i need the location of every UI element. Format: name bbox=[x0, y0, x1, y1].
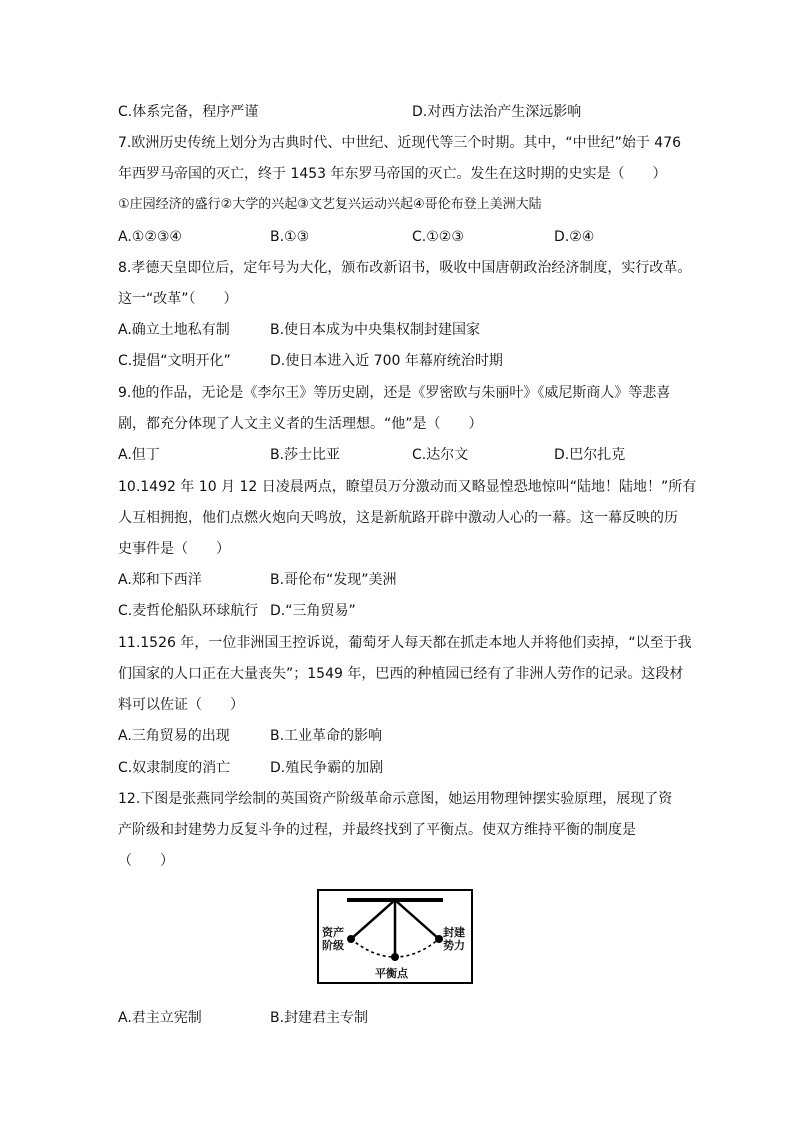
diagram-label-left-2: 阶级 bbox=[322, 939, 344, 952]
diagram-label-left-1: 资产 bbox=[322, 926, 344, 939]
q9-option-c: C.达尔文 bbox=[412, 447, 469, 463]
q10-option-d: D.“三角贸易” bbox=[270, 603, 356, 619]
q8-stem-line-2: 这一“改革”（ ） bbox=[118, 291, 238, 307]
q8-option-a: A.确立土地私有制 bbox=[118, 322, 230, 338]
q10-stem-line-1: 10.1492 年 10 月 12 日凌晨两点，瞭望员万分激动而又略显惶恐地惊叫“陆地！陆地！”所有 bbox=[118, 479, 697, 495]
pendulum-rod-right bbox=[395, 900, 439, 939]
q7-option-c: C.①②③ bbox=[412, 229, 464, 245]
q11-option-c: C.奴隶制度的消亡 bbox=[118, 760, 231, 776]
q11-option-b: B.工业革命的影响 bbox=[270, 728, 383, 744]
q12-stem-line-1: 12.下图是张燕同学绘制的英国资产阶级革命示意图，她运用物理钟摆实验原理，展现了资 bbox=[118, 791, 673, 807]
q8-option-d: D.使日本进入近 700 年幕府统治时期 bbox=[270, 353, 503, 369]
q7-option-a: A.①②③④ bbox=[118, 229, 182, 245]
q10-option-b: B.哥伦布“发现”美洲 bbox=[270, 572, 397, 588]
pendulum-bob-center bbox=[391, 953, 399, 961]
pendulum-bob-left bbox=[347, 935, 355, 943]
q10-option-a: A.郑和下西洋 bbox=[118, 572, 202, 588]
q6-option-d: D.对西方法治产生深远影响 bbox=[412, 104, 582, 120]
diagram-label-right-1: 封建 bbox=[443, 926, 465, 939]
diagram-label-right-2: 势力 bbox=[443, 939, 465, 952]
q9-stem-line-2: 剧，都充分体现了人文主义者的生活理想。“他”是（ ） bbox=[118, 416, 483, 432]
q7-stem-line-1: 7.欧洲历史传统上划分为古典时代、中世纪、近现代等三个时期。其中，“中世纪”始于 476 bbox=[118, 135, 682, 151]
q7-option-d: D.②④ bbox=[554, 229, 595, 245]
q7-option-b: B.①③ bbox=[270, 229, 310, 245]
q6-option-c: C.体系完备，程序严谨 bbox=[118, 104, 259, 120]
pendulum-diagram bbox=[317, 889, 473, 984]
q7-stem-line-2: 年西罗马帝国的灭亡，终于 1453 年东罗马帝国的灭亡。发生在这时期的史实是（ ） bbox=[118, 166, 667, 182]
q11-option-d: D.殖民争霸的加剧 bbox=[270, 760, 384, 776]
q12-stem-line-3: （ ） bbox=[118, 853, 174, 869]
pendulum-rod-left bbox=[351, 900, 395, 939]
pendulum-bob-right bbox=[435, 935, 443, 943]
q8-option-b: B.使日本成为中央集权制封建国家 bbox=[270, 322, 481, 338]
q11-option-a: A.三角贸易的出现 bbox=[118, 728, 230, 744]
q9-option-b: B.莎士比亚 bbox=[270, 447, 341, 463]
q12-option-b: B.封建君主专制 bbox=[270, 1010, 369, 1026]
q11-stem-line-3: 料可以佐证（ ） bbox=[118, 697, 244, 713]
q9-option-d: D.巴尔扎克 bbox=[554, 447, 626, 463]
q11-stem-line-1: 11.1526 年，一位非洲国王控诉说，葡萄牙人每天都在抓走本地人并将他们卖掉，“以至于我 bbox=[118, 635, 692, 651]
q7-items: ①庄园经济的盛行②大学的兴起③文艺复兴运动兴起④哥伦布登上美洲大陆 bbox=[118, 197, 542, 212]
q8-option-c: C.提倡“文明开化” bbox=[118, 353, 231, 369]
q11-stem-line-2: 们国家的人口正在大量丧失”；1549 年，巴西的种植园已经有了非洲人劳作的记录。这段材 bbox=[118, 666, 684, 682]
q9-stem-line-1: 9.他的作品，无论是《李尔王》等历史剧，还是《罗密欧与朱丽叶》《威尼斯商人》等悲喜 bbox=[118, 385, 671, 401]
q12-stem-line-2: 产阶级和封建势力反复斗争的过程，并最终找到了平衡点。使双方维持平衡的制度是 bbox=[118, 822, 636, 838]
q10-option-c: C.麦哲伦船队环球航行 bbox=[118, 603, 259, 619]
q8-stem-line-1: 8.孝德天皇即位后，定年号为大化，颁布改新诏书，吸收中国唐朝政治经济制度，实行改革。 bbox=[118, 260, 692, 276]
q10-stem-line-2: 人互相拥抱，他们点燃火炮向天鸣放，这是新航路开辟中激动人心的一幕。这一幕反映的历 bbox=[118, 510, 678, 526]
q10-stem-line-3: 史事件是（ ） bbox=[118, 541, 230, 557]
q12-option-a: A.君主立宪制 bbox=[118, 1010, 202, 1026]
diagram-label-balance: 平衡点 bbox=[375, 967, 408, 980]
q9-option-a: A.但丁 bbox=[118, 447, 160, 463]
